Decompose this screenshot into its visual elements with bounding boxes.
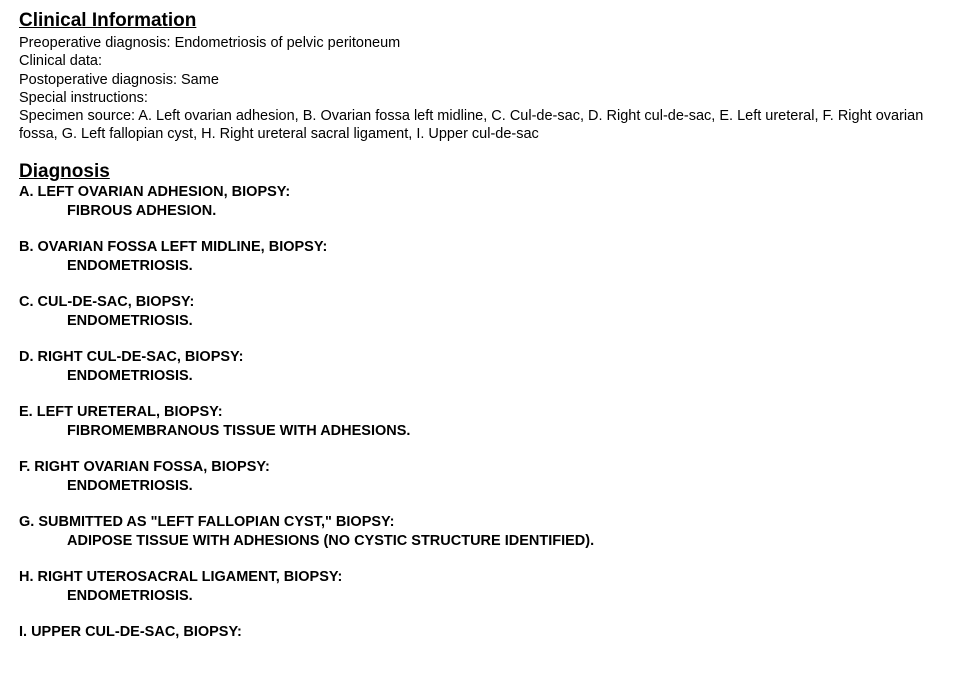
diagnosis-result: ENDOMETRIOSIS. (67, 257, 193, 274)
diagnosis-item-c (19, 293, 949, 348)
postoperative-diagnosis: Postoperative diagnosis: Same (19, 71, 219, 88)
diagnosis-title: G. SUBMITTED AS "LEFT FALLOPIAN CYST," BIOPSY: (19, 513, 395, 530)
diagnosis-title: A. LEFT OVARIAN ADHESION, BIOPSY: (19, 183, 291, 200)
diagnosis-result: ENDOMETRIOSIS. (67, 587, 193, 604)
diagnosis-result: FIBROUS ADHESION. (67, 202, 217, 219)
diagnosis-result: ENDOMETRIOSIS. (67, 367, 193, 384)
diagnosis-item-g (19, 513, 949, 568)
diagnosis-section (19, 161, 949, 678)
diagnosis-item-h (19, 568, 949, 623)
diagnosis-title: E. LEFT URETERAL, BIOPSY: (19, 403, 223, 420)
diagnosis-item-a (19, 183, 949, 238)
diagnosis-title: H. RIGHT UTEROSACRAL LIGAMENT, BIOPSY: (19, 568, 343, 585)
diagnosis-result: ADIPOSE TISSUE WITH ADHESIONS (NO CYSTIC STRUCTURE IDENTIFIED). (67, 532, 595, 549)
diagnosis-title: F. RIGHT OVARIAN FOSSA, BIOPSY: (19, 458, 270, 475)
diagnosis-title: D. RIGHT CUL-DE-SAC, BIOPSY: (19, 348, 244, 365)
specimen-source: Specimen source: A. Left ovarian adhesion, B. Ovarian fossa left midline, C. Cul-de-sac, D. Right cul-de-sac, E. Left ureteral, F. Right ovarian fossa, G. Left fallopian cyst, H. Right ureteral sacral ligament, I. Upper cul-de-sac (19, 108, 924, 143)
clinical-information-section (19, 10, 949, 144)
diagnosis-item-f (19, 458, 949, 513)
special-instructions: Special instructions: (19, 89, 148, 106)
report-page (19, 10, 949, 678)
preoperative-diagnosis: Preoperative diagnosis: Endometriosis of pelvic peritoneum (19, 35, 401, 51)
diagnosis-result: ENDOMETRIOSIS. (67, 477, 193, 494)
clinical-information-heading: Clinical Information (19, 10, 197, 31)
diagnosis-title: I. UPPER CUL-DE-SAC, BIOPSY: (19, 623, 242, 640)
diagnosis-result: FIBROMEMBRANOUS TISSUE WITH ADHESIONS. (67, 422, 411, 439)
diagnosis-item-b (19, 238, 949, 293)
diagnosis-title: B. OVARIAN FOSSA LEFT MIDLINE, BIOPSY: (19, 238, 328, 255)
diagnosis-result: ENDOMETRIOSIS. (67, 312, 193, 329)
clinical-information-body (19, 34, 949, 144)
diagnosis-heading: Diagnosis (19, 160, 110, 182)
diagnosis-item-d (19, 348, 949, 403)
diagnosis-list (19, 183, 949, 678)
diagnosis-item-e (19, 403, 949, 458)
clinical-data: Clinical data: (19, 53, 103, 70)
diagnosis-title: C. CUL-DE-SAC, BIOPSY: (19, 293, 195, 310)
diagnosis-item-i (19, 623, 949, 678)
